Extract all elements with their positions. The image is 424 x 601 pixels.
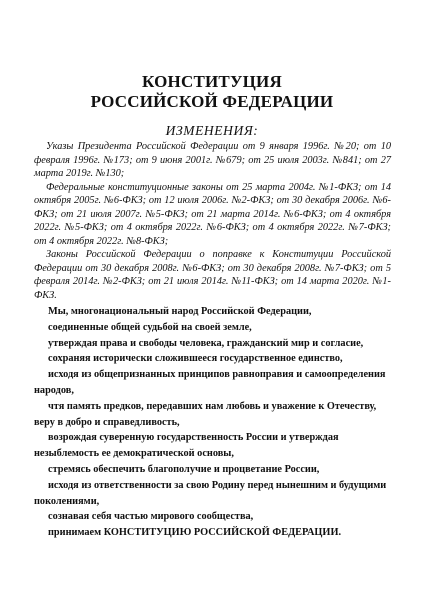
preamble-line: сознавая себя частью мирового сообщества, xyxy=(48,511,254,523)
changes-item-presidential-decrees: Указы Президента Российской Федерации от 9 января 1996г. №20; от 10 февраля 1996г. №173; от 9 июня 2001г. №679; от 25 июля 2003г. №841; от 27 марта 2019г. №130; xyxy=(34,141,391,179)
preamble-line: чтя память предков, передавших нам любовь и уважение к Отечеству, веру в добро и справедливость, xyxy=(34,400,377,428)
document-title-line1: КОНСТИТУЦИЯ xyxy=(142,72,282,91)
changes-list xyxy=(34,140,391,302)
preamble-line: исходя из ответственности за свою Родину перед нынешним и будущими поколениями, xyxy=(34,479,387,507)
preamble-line: сохраняя исторически сложившееся государственное единство, xyxy=(48,353,343,365)
preamble-line: соединенные общей судьбой на своей земле, xyxy=(48,321,252,333)
preamble-closing-line: принимаем КОНСТИТУЦИЮ РОССИЙСКОЙ ФЕДЕРАЦИИ. xyxy=(48,527,342,539)
preamble-line: утверждая права и свободы человека, гражданский мир и согласие, xyxy=(48,337,364,349)
changes-item-federal-constitutional-laws: Федеральные конституционные законы от 25 марта 2004г. №1-ФКЗ; от 14 октября 2005г. №6-ФКЗ; от 12 июля 2006г. №2-ФКЗ; от 30 декабря 2006г. №6-ФКЗ; от 21 июля 2007г. №5-ФКЗ; от 21 марта 2014г. №6-ФКЗ; от 4 октября 2022г. №5-ФКЗ; от 4 октября 2022г. №6-ФКЗ; от 4 октября 2022г. №7-ФКЗ; от 4 октября 2022г. №8-ФКЗ; xyxy=(34,181,391,247)
preamble xyxy=(34,304,391,541)
preamble-line: Мы, многонациональный народ Российской Федерации, xyxy=(48,306,312,317)
preamble-line: стремясь обеспечить благополучие и процветание России, xyxy=(48,463,320,475)
document-title-line2: РОССИЙСКОЙ ФЕДЕРАЦИИ xyxy=(90,92,334,111)
preamble-line: возрождая суверенную государственность России и утверждая незыблемость ее демократической основы, xyxy=(34,432,339,460)
changes-item-amendment-laws: Законы Российской Федерации о поправке к Конституции Российской Федерации от 30 декабря 2008г. №6-ФКЗ; от 30 декабря 2008г. №7-ФКЗ; от 5 февраля 2014г. №2-ФКЗ; от 21 июля 2014г. №11-ФКЗ; от 14 марта 2020г. №1-ФКЗ. xyxy=(34,249,391,301)
changes-heading: ИЗМЕНЕНИЯ: xyxy=(165,123,259,138)
preamble-line: исходя из общепризнанных принципов равноправия и самоопределения народов, xyxy=(34,369,386,396)
